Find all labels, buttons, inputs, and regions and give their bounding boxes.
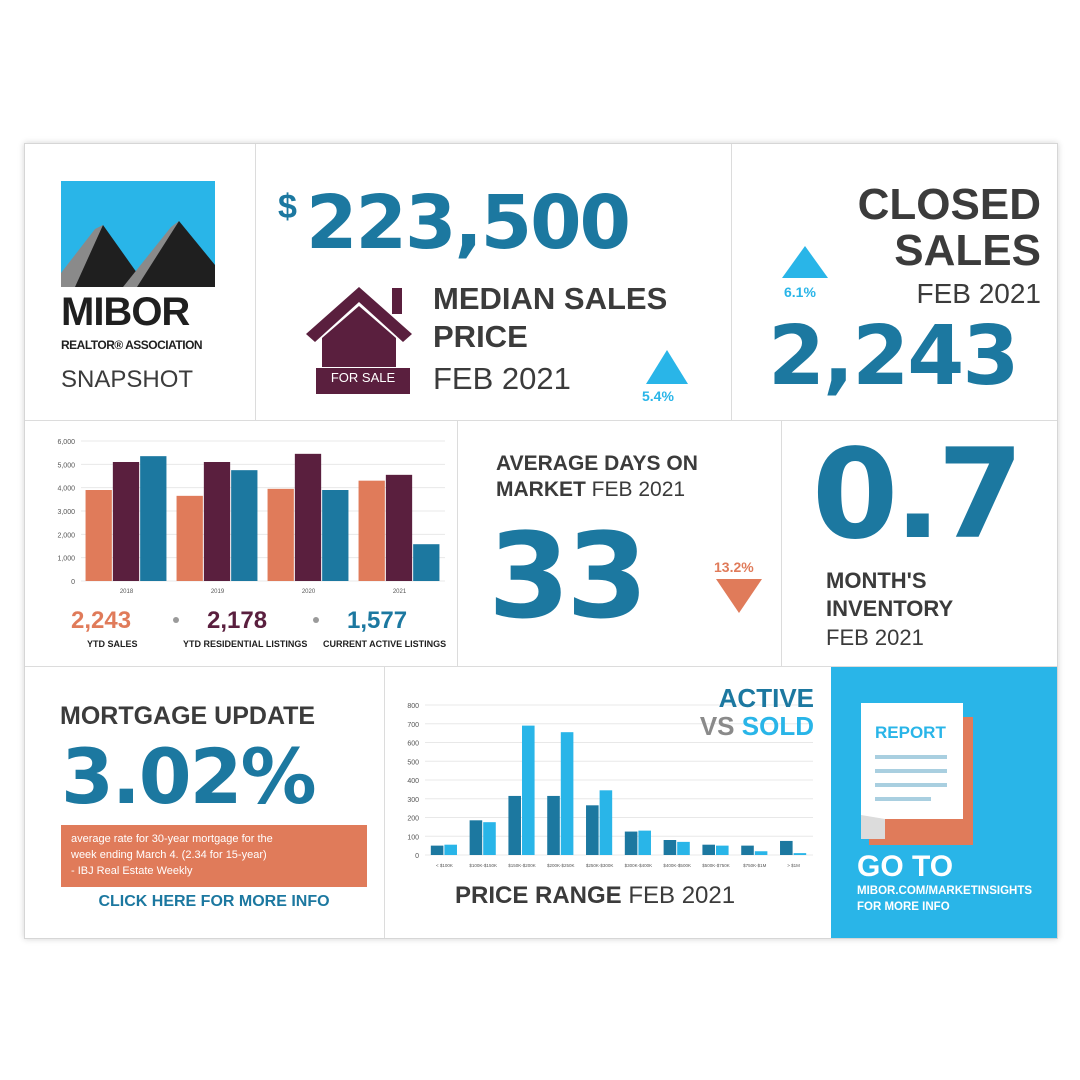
report-panel[interactable] [831,667,1057,938]
median-price-panel [256,144,731,420]
x-tick-label: $500K-$750K [702,863,730,868]
median-change: 5.4% [642,388,674,404]
bar-1 [664,840,677,855]
closed-sales-panel [732,144,1057,420]
bar-2 [561,732,574,855]
x-tick-label: < $100K [435,863,453,868]
bar-2 [716,846,729,855]
bar-2 [600,790,613,855]
mortgage-note-line2: week ending March 4. (2.34 for 15-year) [71,849,267,861]
sold-text: SOLD [741,711,814,741]
logo-panel [25,144,255,420]
x-tick-label: 2020 [301,589,316,595]
days-on-market-panel [458,421,781,666]
snapshot-label: SNAPSHOT [61,366,194,393]
bar-1 [741,846,754,855]
bar-1 [547,796,560,855]
y-tick-label: 5,000 [57,462,75,470]
bar-2 [113,462,139,581]
up-arrow-icon [646,350,688,384]
report-doc-label: REPORT [875,723,946,742]
y-tick-label: 500 [407,759,419,767]
bar-1 [470,820,483,855]
y-tick-label: 0 [415,853,419,860]
bar-2 [204,462,230,581]
x-tick-label: $250K-$300K [585,863,614,868]
closed-change: 6.1% [784,284,816,300]
mortgage-rate-value: 3.02% [61,732,315,821]
mortgage-note-line1: average rate for 30-year mortgage for the [71,833,273,845]
y-tick-label: 800 [407,703,419,710]
x-tick-label: $150K-$200K [508,863,536,868]
bar-2 [386,475,412,581]
closed-title-line1: CLOSED [857,180,1041,229]
bar-2 [755,851,768,855]
closed-period: FEB 2021 [916,278,1041,309]
dom-title-line2 [496,477,685,503]
ytd-sales-value: 2,243 [71,607,132,634]
bar-3 [140,456,166,581]
for-sale-sign: FOR SALE [330,370,396,385]
bar-2 [638,831,651,855]
bar-2 [444,845,457,855]
price-range-title-bold: PRICE RANGE [455,882,622,909]
y-tick-label: 2,000 [57,532,75,540]
median-period: FEB 2021 [433,361,571,396]
y-tick-label: 1,000 [57,555,75,563]
separator-dot [173,617,179,623]
y-tick-label: 0 [71,579,75,586]
inventory-panel [782,421,1057,666]
bar-3 [413,544,439,581]
y-tick-label: 200 [407,815,419,823]
vs-text: VS [699,711,735,741]
y-tick-label: 100 [407,834,419,842]
bar-2 [295,454,321,581]
bar-1 [177,496,203,581]
x-tick-label: 2019 [210,589,225,595]
down-arrow-icon [716,579,762,613]
y-tick-label: 4,000 [57,485,75,493]
report-url[interactable]: MIBOR.COM/MARKETINSIGHTS [857,885,1033,897]
logo-name: MIBOR [61,290,190,334]
bar-3 [322,490,348,581]
bar-1 [431,846,444,855]
bar-1 [268,489,294,581]
bar-1 [86,490,112,581]
price-range-panel [385,667,830,938]
dom-title-line1: AVERAGE DAYS ON [496,452,698,475]
x-tick-label: 2018 [119,589,134,595]
bar-1 [508,796,521,855]
up-arrow-icon [782,246,828,278]
go-to-label: GO TO [857,850,954,883]
dom-title-market: MARKET [496,478,586,501]
y-tick-label: 300 [407,796,419,804]
ytd-listings-value: 2,178 [207,607,268,634]
x-tick-label: > $1M [787,863,800,868]
inventory-label-line2: INVENTORY [826,596,954,621]
ytd-chart-panel [25,421,457,666]
logo-subtitle: REALTOR® ASSOCIATION [61,338,203,352]
median-label-line2: PRICE [433,319,528,354]
active-listings-label: CURRENT ACTIVE LISTINGS [323,639,447,649]
bar-3 [231,470,257,581]
x-tick-label: $100K-$150K [469,863,497,868]
closed-title-line2: SALES [894,226,1041,275]
x-tick-label: $400K-$500K [663,863,691,868]
bar-1 [359,481,385,581]
mortgage-panel [25,667,384,938]
mortgage-title: MORTGAGE UPDATE [60,702,316,730]
price-range-title [455,881,735,911]
ytd-sales-label: YTD SALES [87,639,138,649]
mortgage-note-box [61,825,367,887]
report-more-info: FOR MORE INFO [857,901,950,913]
bar-1 [625,832,638,855]
closed-sales-value: 2,243 [768,309,1018,404]
dom-value: 33 [488,507,645,645]
y-tick-label: 600 [407,740,419,748]
y-tick-label: 6,000 [57,439,75,446]
bar-1 [780,841,793,855]
vs-sold-heading [700,711,814,741]
dom-change: 13.2% [714,559,754,575]
currency-symbol: $ [278,188,297,226]
click-here-link[interactable]: CLICK HERE FOR MORE INFO [98,893,330,910]
median-label-line1: MEDIAN SALES [433,281,668,316]
separator-dot [313,617,319,623]
bar-2 [677,842,690,855]
x-tick-label: 2021 [392,589,407,595]
bar-2 [794,853,807,855]
inventory-label-line1: MONTH'S [826,568,927,593]
ytd-listings-label: YTD RESIDENTIAL LISTINGS [183,639,308,649]
inventory-value: 0.7 [812,423,1020,567]
inventory-period: FEB 2021 [826,625,924,650]
mortgage-source: - IBJ Real Estate Weekly [71,865,193,877]
ytd-bar-chart [25,421,457,595]
bar-1 [702,845,715,855]
median-price-value: 223,500 [306,180,630,266]
y-tick-label: 3,000 [57,509,75,516]
active-listings-value: 1,577 [347,607,408,634]
x-tick-label: $200K-$250K [547,863,575,868]
bar-2 [483,822,496,855]
active-heading: ACTIVE [718,683,814,713]
y-tick-label: 700 [407,721,419,729]
x-tick-label: $750K-$1M [743,863,767,868]
price-range-period: FEB 2021 [628,882,736,909]
y-tick-label: 400 [407,778,419,785]
bar-1 [586,805,599,855]
dom-period: FEB 2021 [591,478,686,501]
snapshot-card [24,143,1058,939]
x-tick-label: $300K-$400K [624,863,653,868]
bar-2 [522,726,535,855]
mibor-logo-icon [61,181,215,287]
